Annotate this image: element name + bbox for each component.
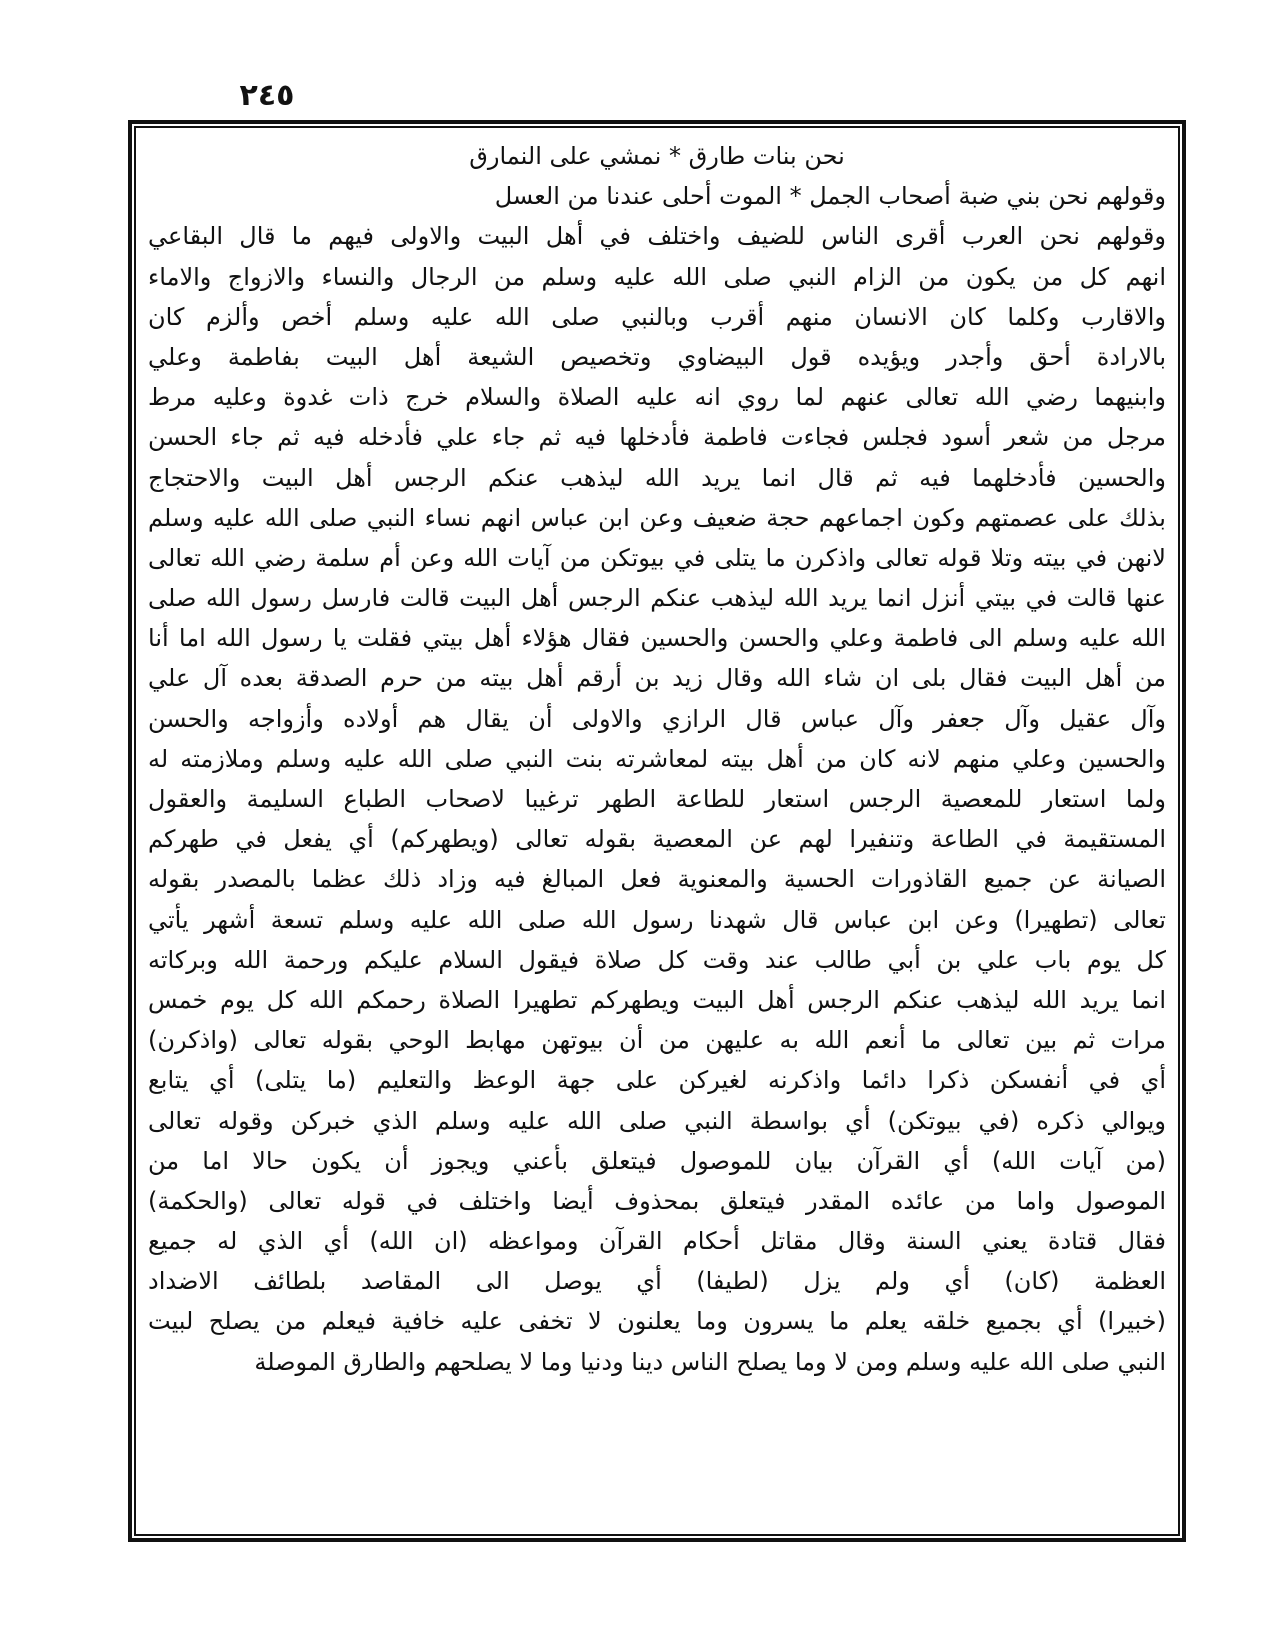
text-line: عنها قالت في بيتي أنزل انما يريد الله ليذهب عنكم الرجس أهل البيت قالت فارسل رسول الله صلى	[148, 584, 1166, 613]
text-line: وابنيهما رضي الله تعالى عنهم لما روي انه عليه الصلاة والسلام خرج ذات غدوة وعليه مرط	[148, 383, 1166, 412]
body-text	[148, 136, 1166, 1382]
text-line: الصيانة عن جميع القاذورات الحسية والمعنوية فعل المبالغ فيه وزاد ذلك عظما بالمصدر بقوله	[148, 865, 1166, 894]
text-line: كل يوم باب علي بن أبي طالب عند وقت كل صلاة فيقول السلام عليكم ورحمة الله وبركاته	[148, 945, 1166, 974]
text-line: المستقيمة في الطاعة وتنفيرا لهم عن المعصية بقوله تعالى (ويطهركم) أي يفعل في طهركم	[148, 825, 1166, 854]
text-line: أي في أنفسكن ذكرا دائما واذكرنه لغيركن على جهة الوعظ والتعليم (ما يتلى) أي يتابع	[148, 1066, 1166, 1095]
text-line: من أهل البيت فقال بلى ان شاء الله وقال زيد بن أرقم أهل بيته من حرم الصدقة بعده آل علي	[148, 664, 1166, 693]
text-line: انهم كل من يكون من الزام النبي صلى الله عليه وسلم من الرجال والنساء والازواج والاماء	[148, 262, 1166, 291]
verse-line: نحن بنات طارق * نمشي على النمارق	[469, 142, 845, 170]
text-line: لانهن في بيته وتلا قوله تعالى واذكرن ما يتلى في بيوتكن من آيات الله وعن أم سلمة رضي الله تعالى	[148, 543, 1166, 572]
text-line: (خبيرا) أي بجميع خلقه يعلم ما يسرون وما يعلنون لا تخفى عليه خافية فيعلم من يصلح لبيت	[148, 1307, 1166, 1336]
text-line: وآل عقيل وآل جعفر وآل عباس قال الرازي والاولى أن يقال هم أولاده وأزواجه والحسن	[148, 704, 1166, 733]
text-line: وقولهم نحن العرب أقرى الناس للضيف واختلف في أهل البيت والاولى فيهم ما قال البقاعي	[148, 222, 1166, 251]
text-line: والحسين وعلي منهم لانه كان من أهل بيته لمعاشرته بنت النبي صلى الله عليه وسلم وملازمته له	[148, 744, 1166, 773]
text-line: الموصول واما من عائده المقدر فيتعلق بمحذوف أيضا واختلف في قوله تعالى (والحكمة)	[148, 1186, 1166, 1215]
text-line: النبي صلى الله عليه وسلم ومن لا وما يصلح الناس دينا ودنيا وما لا يصلحهم والطارق الموصلة	[254, 1347, 1166, 1376]
text-line: وقولهم نحن بني ضبة أصحاب الجمل * الموت أحلى عندنا من العسل	[494, 182, 1166, 211]
text-line: مرجل من شعر أسود فجلس فجاءت فاطمة فأدخلها فيه ثم جاء علي فأدخله فيه ثم جاء الحسن	[148, 423, 1166, 452]
text-line: بذلك على عصمتهم وكون اجماعهم حجة ضعيف وعن ابن عباس انهم نساء النبي صلى الله عليه وسلم	[148, 503, 1166, 532]
text-line: الله عليه وسلم الى فاطمة وعلي والحسن والحسين فقال هؤلاء أهل بيتي فقلت يا رسول الله اما أنا	[148, 624, 1166, 653]
text-line: ولما استعار للمعصية الرجس استعار للطاعة الطهر ترغيبا لاصحاب الطباع السليمة والعقول	[148, 785, 1166, 813]
text-line: العظمة (كان) أي ولم يزل (لطيفا) أي يوصل الى المقاصد بلطائف الاضداد	[148, 1267, 1166, 1296]
text-line: فقال قتادة يعني السنة وقال مقاتل أحكام القرآن ومواعظه (ان الله) أي الذي له جميع	[148, 1227, 1166, 1256]
text-line: والاقارب وكلما كان الانسان منهم أقرب وبالنبي صلى الله عليه وسلم أخص وألزم كان	[148, 302, 1166, 331]
text-line: بالارادة أحق وأجدر ويؤيده قول البيضاوي وتخصيص الشيعة أهل البيت بفاطمة وعلي	[148, 342, 1166, 371]
text-line: مرات ثم بين تعالى ما أنعم الله به عليهن من أن بيوتهن مهابط الوحي بقوله تعالى (واذكرن)	[148, 1026, 1166, 1055]
text-line: تعالى (تطهيرا) وعن ابن عباس قال شهدنا رسول الله صلى الله عليه وسلم تسعة أشهر يأتي	[148, 905, 1166, 934]
text-line: (من آيات الله) أي القرآن بيان للموصول فيتعلق بأعني ويجوز أن يكون حالا اما من	[148, 1146, 1166, 1175]
text-line: ويوالي ذكره (في بيوتكن) أي بواسطة النبي صلى الله عليه وسلم الذي خبركن وقوله تعالى	[148, 1106, 1166, 1135]
text-line: انما يريد الله ليذهب عنكم الرجس أهل البيت ويطهركم تطهيرا الصلاة رحمكم الله كل يوم خمس	[148, 985, 1166, 1014]
page-number: ٢٤٥	[239, 78, 295, 113]
text-line: والحسين فأدخلهما فيه ثم قال انما يريد الله ليذهب عنكم الرجس أهل البيت والاحتجاج	[148, 463, 1166, 492]
